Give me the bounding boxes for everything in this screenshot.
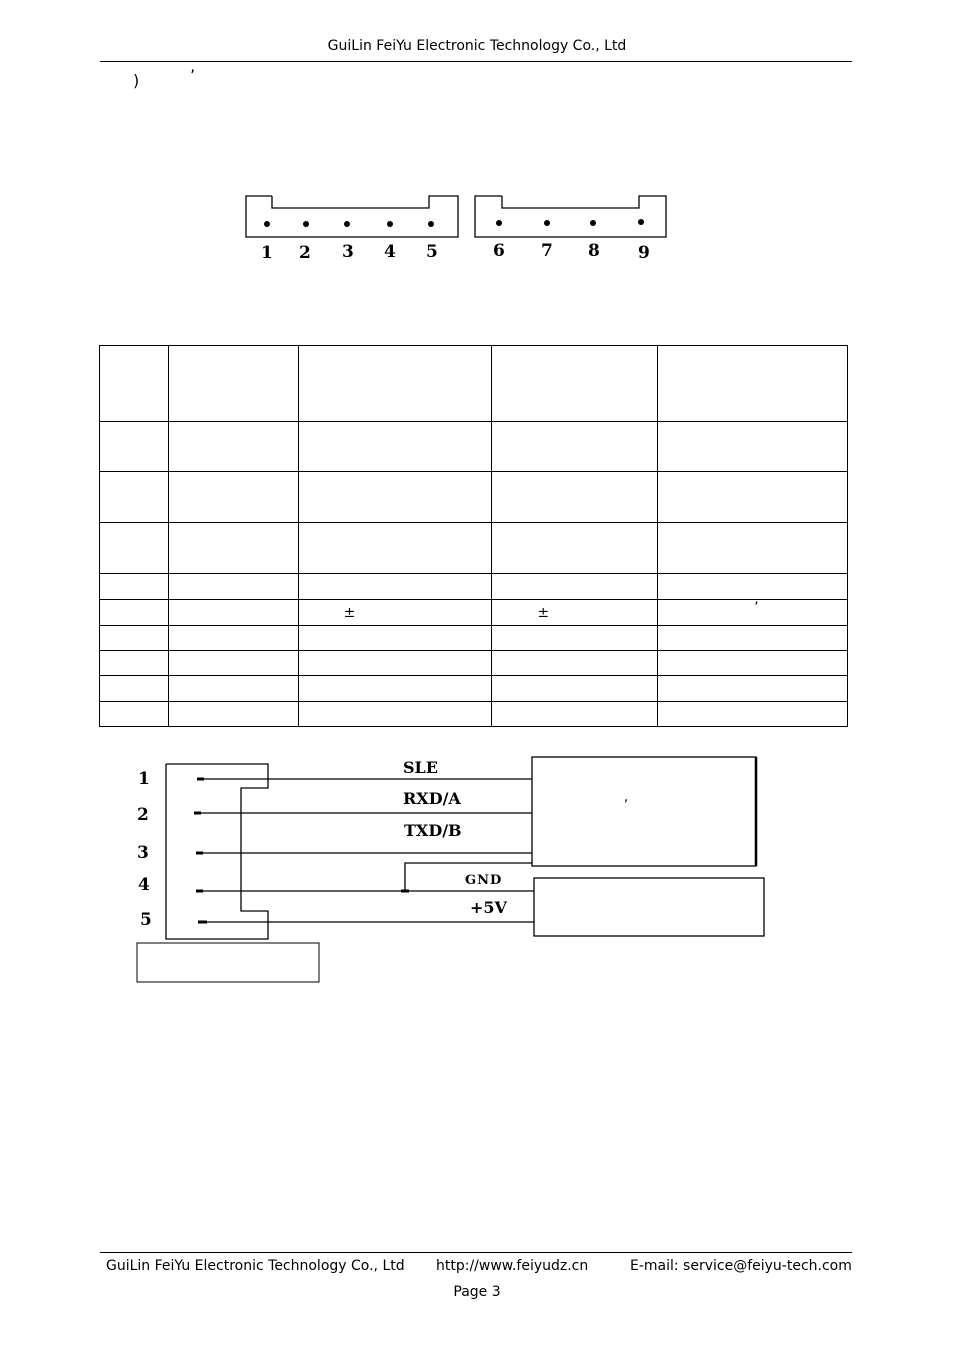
table-cell [298,702,492,727]
table-cell [168,574,298,600]
table-cell [658,651,848,676]
wiring-pin-4: 4 [138,875,150,895]
pin-label-1: 1 [261,243,273,263]
table-cell [298,574,492,600]
table-cell [492,472,658,523]
table-cell [492,346,658,422]
table-cell [492,574,658,600]
table-row [100,346,848,422]
table-cell [298,346,492,422]
table-row [100,422,848,472]
table-cell [658,472,848,523]
wiring-pin-2: 2 [137,805,149,825]
signal-gnd-label: GND [465,873,503,888]
signal-rxd-label: RXD/A [403,789,461,808]
table-cell [168,651,298,676]
pin-label-8: 8 [588,241,600,261]
wiring-pin-3: 3 [137,843,149,863]
table-row [100,626,848,651]
table-cell [168,346,298,422]
signal-5v-label: +5V [470,898,507,917]
pin-dot-5 [428,221,434,227]
table-cell [658,574,848,600]
table-cell [100,422,169,472]
page-header: GuiLin FeiYu Electronic Technology Co., Ltd [327,38,627,54]
table-row [100,702,848,727]
table-cell [100,676,169,702]
plug-caption-box [137,943,319,982]
table-cell [168,600,298,626]
table-cell [298,422,492,472]
table-cell [492,626,658,651]
connector-left-outline [246,196,458,237]
power-box [534,878,764,936]
table-cell: ± [492,600,658,626]
intro-quote: ’ [190,66,196,85]
table-cell: ± [298,600,492,626]
pin-dot-3 [344,221,350,227]
pin-dot-1 [264,221,270,227]
header-rule [100,61,852,62]
connector-right-outline [475,196,666,237]
table-cell [100,523,169,574]
table-cell [168,472,298,523]
table-cell [168,523,298,574]
table-row [100,523,848,574]
table-cell [100,346,169,422]
table-cell [658,523,848,574]
pin-label-3: 3 [342,242,354,262]
pin-dot-7 [544,220,550,226]
pin-label-6: 6 [493,241,505,261]
table-row [100,472,848,523]
table-cell [100,574,169,600]
plug-outline [166,764,268,939]
page-number: Page 3 [453,1284,501,1300]
table-cell [100,600,169,626]
table-cell [100,472,169,523]
table-row [100,676,848,702]
table-cell [298,676,492,702]
table-cell [100,626,169,651]
table-cell [100,651,169,676]
table-cell [492,651,658,676]
table-row [100,651,848,676]
pin-dot-8 [590,220,596,226]
table-cell [492,676,658,702]
intro-paren: ) [133,71,140,90]
table-row [100,574,848,600]
table-cell [658,422,848,472]
pin-label-7: 7 [541,241,553,261]
table-row [100,600,848,626]
wiring-pin-1: 1 [138,769,150,789]
connector-diagram [0,185,954,285]
table-cell [298,651,492,676]
table-cell [168,702,298,727]
pin-dot-2 [303,221,309,227]
table-cell [492,422,658,472]
signal-txd-label: TXD/B [404,821,462,840]
pin-label-9: 9 [638,243,650,263]
table-cell [492,523,658,574]
table-cell [100,702,169,727]
pin-label-5: 5 [426,242,438,262]
table-cell [492,702,658,727]
device-mark: , [624,790,629,805]
footer-url[interactable]: http://www.feiyudz.cn [436,1258,589,1274]
table-cell [658,346,848,422]
footer-rule [100,1252,852,1253]
table-cell [168,422,298,472]
signal-sle-label: SLE [403,758,438,777]
table-cell [298,523,492,574]
table-cell [658,626,848,651]
footer-email[interactable]: E-mail: service@feiyu-tech.com [630,1258,852,1274]
pin-dot-9 [638,219,644,225]
pin-dot-4 [387,221,393,227]
pin-table [99,345,848,727]
pin-label-4: 4 [384,242,396,262]
pin-dot-6 [496,220,502,226]
table-cell [298,472,492,523]
table-cell [658,676,848,702]
pin-label-2: 2 [299,243,311,263]
table-cell [298,626,492,651]
wiring-pin-5: 5 [140,910,152,930]
table-cell: ’ [658,600,848,626]
table-cell [168,626,298,651]
table-cell [658,702,848,727]
footer-company: GuiLin FeiYu Electronic Technology Co., Ltd [106,1258,405,1274]
table-cell [168,676,298,702]
device-box [532,757,756,866]
